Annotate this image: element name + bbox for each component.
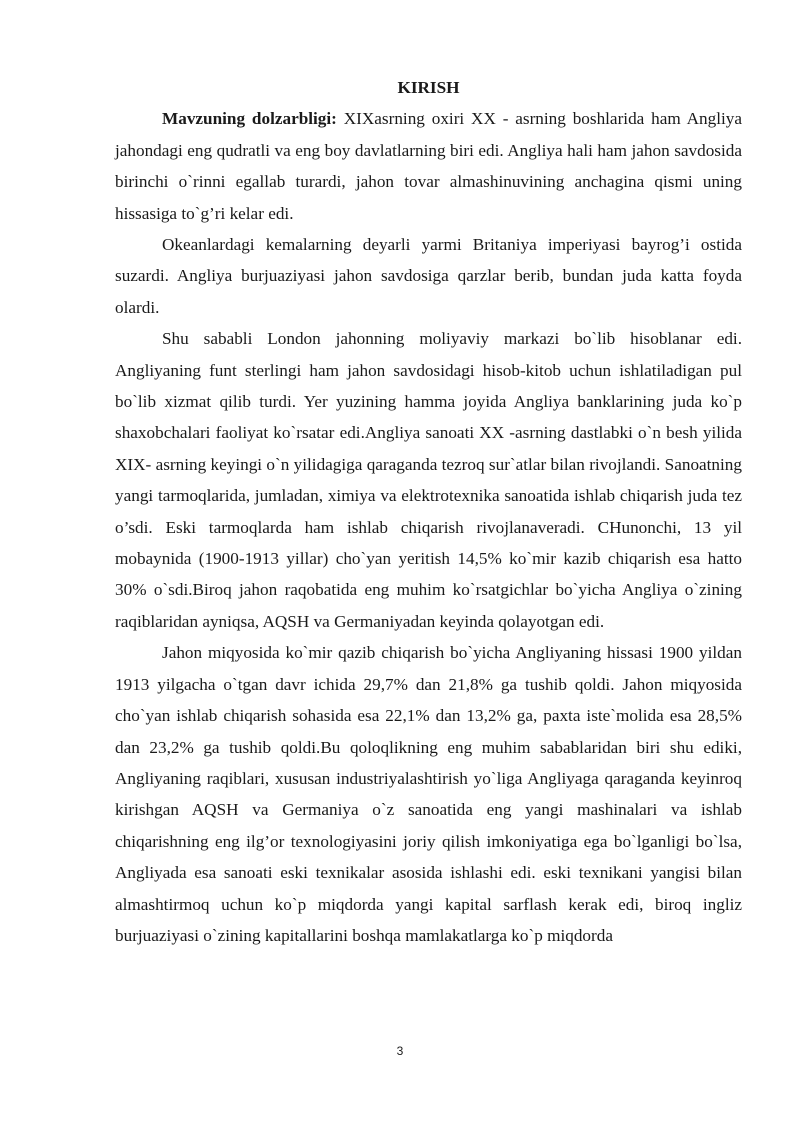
paragraph-text: Shu sababli London jahonning moliyaviy markazi bo`lib hisoblanar edi. Angliyaning funt sterlingi ham jahon savdosidagi hisob-kitob uchun ishlatiladigan pul bo`lib xizmat qilib turdi. Yer yuzining hamma joyida Angliya banklarining juda ko`p shaxobchalari faoliyat ko`rsatar edi.Angliya sanoati XX -asrning dastlabki o`n besh yilida XIX- asrning keyingi o`n yilidagiga qaraganda tezroq sur`atlar bilan rivojlandi. Sanoatning yangi tarmoqlarida, jumladan, ximiya va elektrotexnika sanoatida ishlab chiqarish juda tez o’sdi. Eski tarmoqlarda ham ishlab chiqarish rivojlanaveradi. CHunonchi, 13 yil mobaynida (1900-1913 yillar) cho`yan yeritish 14,5% ko`mir kazib chiqarish esa hatto 30% o`sdi.Biroq jahon raqobatida eng muhim ko`rsatgichlar bo`yicha Angliya o`zining raqiblaridan ayniqsa, AQSH va Germaniyadan keyinda qolayotgan edi. [115,329,742,631]
paragraph-oceans [115,229,742,323]
page-title: KIRISH [397,78,460,97]
paragraph-text: XIXasrning oxiri XX - asrning boshlarida ham Angliya jahondagi eng qudratli va eng boy davlatlarning biri edi. Angliya hali ham jahon savdosida birinchi o`rinni egallab turardi, jahon tovar almashinuvining anchagina qismi uning hissasiga to`g’ri kelar edi. [115,109,742,223]
document-body [115,72,742,951]
page-number: 3 [396,1044,404,1058]
paragraph-lead: Mavzuning dolzarbligi: [162,109,337,129]
paragraph-london [115,323,742,637]
paragraph-text: Jahon miqyosida ko`mir qazib chiqarish bo`yicha Angliyaning hissasi 1900 yildan 1913 yilgacha o`tgan davr ichida 29,7% dan 21,8% ga tushib qoldi. Jahon miqyosida cho`yan ishlab chiqarish sohasida esa 22,1% dan 13,2% ga, paxta iste`molida esa 28,5% dan 23,2% ga tushib qoldi.Bu qoloqlikning eng muhim sabablaridan biri shu ediki, Angliyaning raqiblari, xususan industriyalashtirish yo`liga Angliyaga qaraganda keyinroq kirishgan AQSH va Germaniya o`z sanoatida eng yangi mashinalari va ishlab chiqarishning eng ilg’or texnologiyasini joriy qilish imkoniyatiga ega bo`lganligi bo`lsa, Angliyada esa sanoati eski texnikalar asosida ishlashi edi. eski texnikani yangisi bilan almashtirmoq uchun ko`p miqdorda yangi kapital sarflash kerak edi, biroq ingliz burjuaziyasi o`zining kapitallarini boshqa mamlakatlarga ko`p miqdorda [115,643,742,945]
paragraph-world-share [115,637,742,951]
paragraph-relevance [115,103,742,229]
paragraph-text: Okeanlardagi kemalarning deyarli yarmi Britaniya imperiyasi bayrog’i ostida suzardi. Angliya burjuaziyasi jahon savdosiga qarzlar berib, bundan juda katta foyda olardi. [115,235,742,317]
